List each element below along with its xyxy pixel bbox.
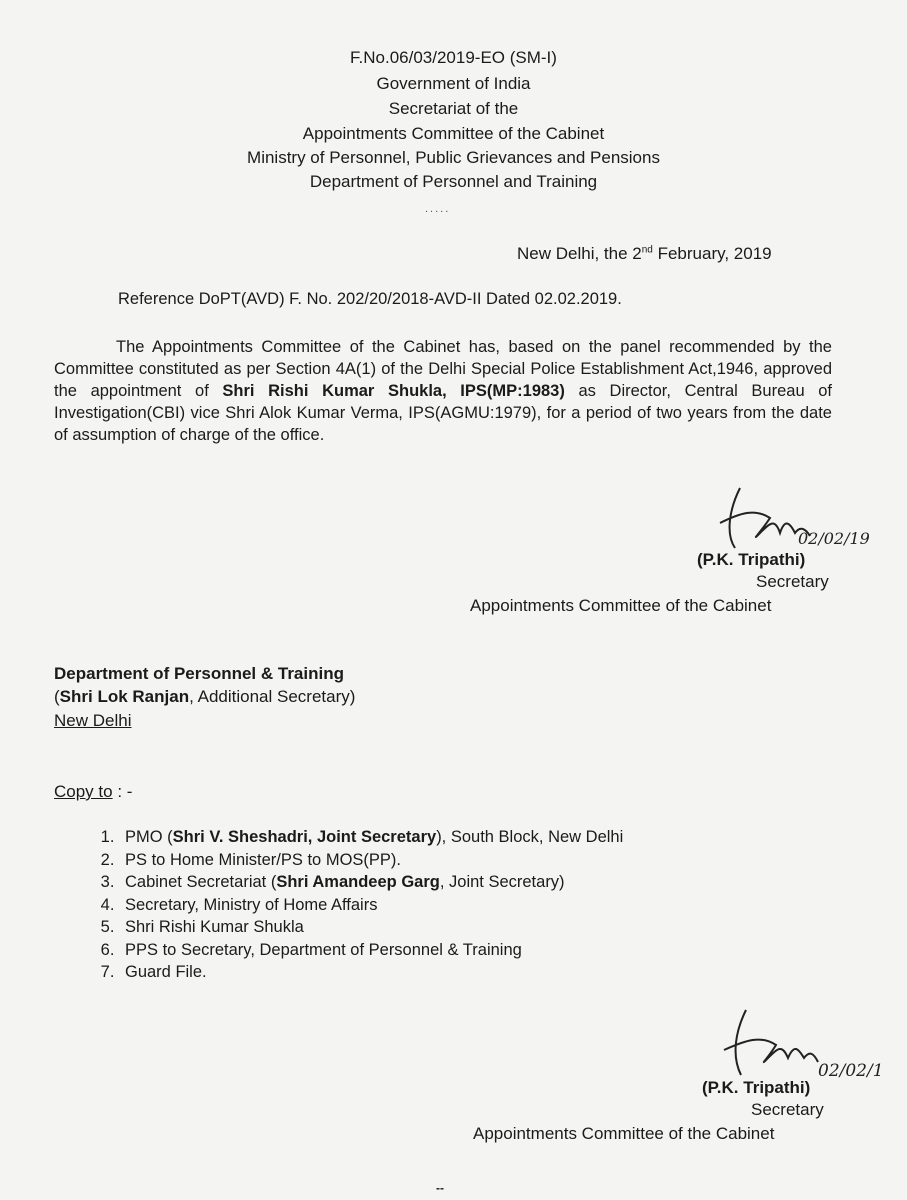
date-prefix: New Delhi, the 2 — [517, 244, 642, 263]
date-suffix: February, 2019 — [652, 244, 772, 263]
list-item: 6. PPS to Secretary, Department of Personnel & Training — [119, 939, 623, 962]
header-line-department: Department of Personnel and Training — [309, 172, 598, 191]
addressee-department: Department of Personnel & Training — [54, 664, 344, 683]
signature-2-date: 02/02/1 — [818, 1061, 884, 1081]
footer-mark: -- — [436, 1181, 444, 1195]
body-text-2: as Director, Central Bureau of Investigation(CBI) vice Shri Alok Kumar Verma, IPS(AGMU:1979), for a period of two years from the date of assumption of charge of the office. — [54, 382, 833, 444]
signatory-1-name: (P.K. Tripathi) — [697, 550, 806, 569]
addressee-person-line — [54, 686, 355, 708]
reference-line: Reference DoPT(AVD) F. No. 202/20/2018-AVD-II Dated 02.02.2019. — [118, 290, 622, 308]
signatory-1-title: Secretary — [756, 572, 829, 591]
signature-1-date: 02/02/19 — [798, 529, 870, 548]
signatory-2-office: Appointments Committee of the Cabinet — [473, 1124, 775, 1143]
addressee-role: , Additional Secretary) — [189, 687, 356, 706]
signatory-2-name: (P.K. Tripathi) — [702, 1078, 811, 1097]
date-sup: nd — [641, 244, 653, 256]
signatory-1-office: Appointments Committee of the Cabinet — [470, 596, 772, 615]
body-paragraph — [54, 336, 832, 446]
header-line-government: Government of India — [376, 74, 531, 93]
header-line-secretariat: Secretariat of the — [388, 99, 519, 118]
list-item: 2. PS to Home Minister/PS to MOS(PP). — [119, 849, 623, 872]
date-line — [517, 243, 772, 265]
copy-to-heading — [54, 781, 132, 803]
addressee-open-paren: ( — [54, 687, 60, 706]
list-item: 4. Secretary, Ministry of Home Affairs — [119, 894, 623, 917]
header-line-acc: Appointments Committee of the Cabinet — [302, 124, 605, 143]
body-bold-appointee: Shri Rishi Kumar Shukla, IPS(MP:1983) — [222, 382, 565, 400]
file-number: F.No.06/03/2019-EO (SM-I) — [350, 48, 557, 67]
addressee-person: Shri Lok Ranjan — [59, 687, 190, 706]
copy-to-list — [83, 826, 623, 984]
addressee-city: New Delhi — [54, 711, 132, 730]
list-item: 5. Shri Rishi Kumar Shukla — [119, 916, 623, 939]
body-text-1: The Appointments Committee of the Cabinet has, based on the panel recommended by the Committee constituted as per Section 4A(1) of the Delhi Special Police Establishment Act,1946, approved the appointment of — [54, 338, 832, 400]
list-item: 3. Cabinet Secretariat (Shri Amandeep Garg, Joint Secretary) — [119, 871, 623, 894]
copy-to-suffix: : - — [112, 782, 133, 801]
signatory-2-title: Secretary — [751, 1100, 824, 1119]
header-separator: ..... — [425, 203, 451, 215]
list-item: 7. Guard File. — [119, 961, 623, 984]
list-item: 1. PMO (Shri V. Sheshadri, Joint Secretary), South Block, New Delhi — [119, 826, 623, 849]
copy-to-label: Copy to — [54, 782, 113, 801]
header-line-ministry: Ministry of Personnel, Public Grievances and Pensions — [247, 148, 660, 167]
